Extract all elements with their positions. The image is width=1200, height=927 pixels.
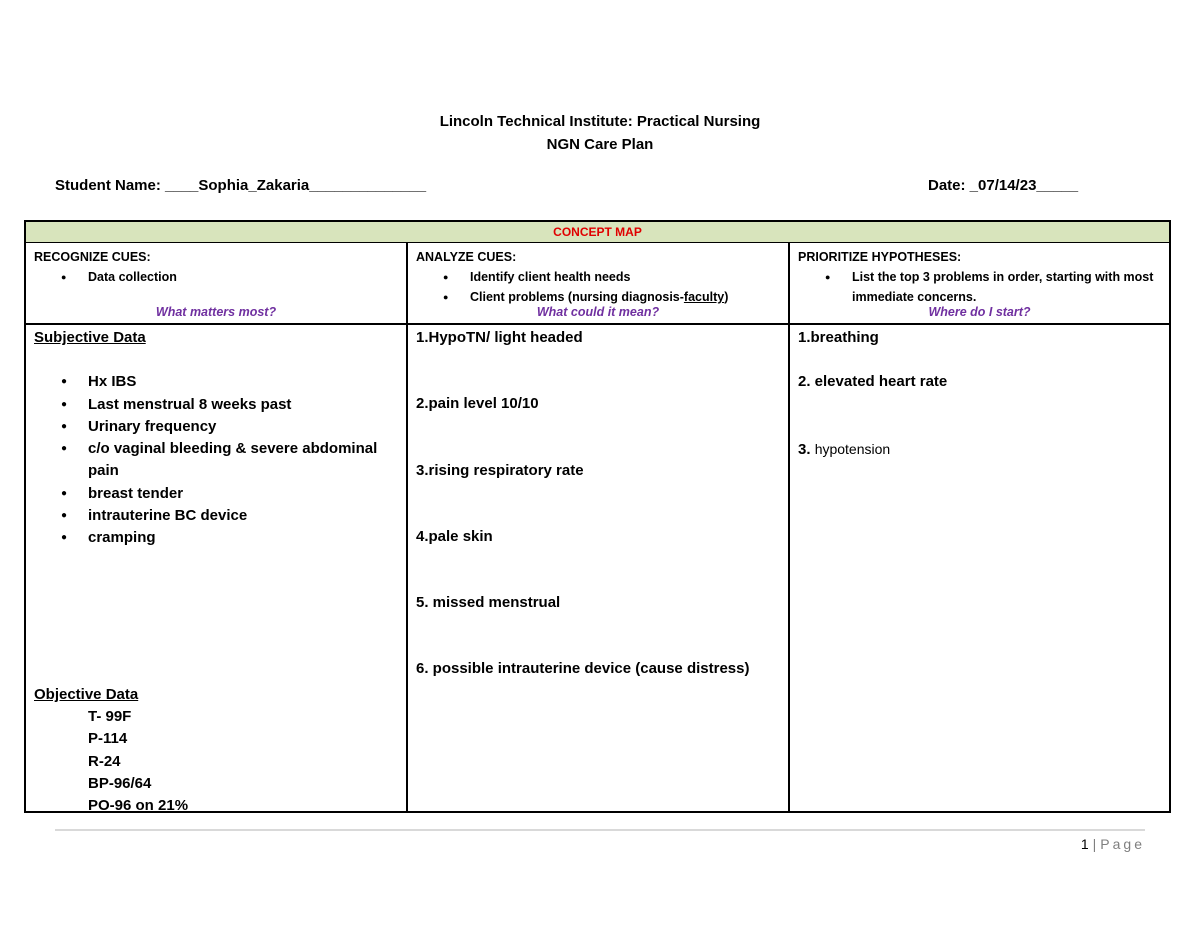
list-item: 2.pain level 10/10 <box>416 395 539 413</box>
concept-map-table <box>24 220 1171 813</box>
page-number <box>1081 836 1145 852</box>
recognize-cues-title: RECOGNIZE CUES: <box>34 250 151 264</box>
prioritize-hypotheses-header <box>790 243 1169 325</box>
analyze-cues-header <box>408 243 788 325</box>
list-item: PO-96 on 21% <box>88 797 189 815</box>
list-item: ● cramping <box>88 527 398 549</box>
concept-map-banner: CONCEPT MAP <box>26 222 1169 243</box>
list-item: 3.rising respiratory rate <box>416 461 584 479</box>
list-item: ● intrauterine BC device <box>88 505 398 527</box>
list-item: ● Hx IBS <box>88 371 398 393</box>
list-item: 1.HypoTN/ light headed <box>416 329 583 346</box>
list-item: ● Last menstrual 8 weeks past <box>88 394 398 416</box>
page-label: Page <box>1100 836 1145 852</box>
list-item: 4.pale skin <box>416 527 493 545</box>
analyze-bullet-text: Client problems (nursing diagnosis- <box>470 290 684 304</box>
page-separator: | <box>1092 836 1097 852</box>
prioritize-question: Where do I start? <box>928 305 1031 319</box>
list-item: T- 99F <box>88 707 132 725</box>
priority-text: hypotension <box>814 440 891 457</box>
list-item: R-24 <box>88 752 121 770</box>
subjective-data-list <box>34 371 398 549</box>
cues-data-cell <box>26 325 406 817</box>
objective-data-list <box>34 706 398 817</box>
institution-title: Lincoln Technical Institute: Practical Nursing <box>439 113 761 130</box>
list-item <box>798 438 1161 461</box>
prioritize-hypotheses-column <box>790 243 1169 811</box>
document-header <box>0 110 1200 156</box>
student-info-row <box>55 177 1100 199</box>
priority-number: 3. <box>798 440 811 458</box>
list-item: ● breast tender <box>88 483 398 505</box>
list-item: ● Urinary frequency <box>88 416 398 438</box>
list-item: 2. elevated heart rate <box>798 373 948 391</box>
prioritize-title: PRIORITIZE HYPOTHESES: <box>798 250 962 264</box>
list-item: BP-96/64 <box>88 774 152 792</box>
analyze-cues-title: ANALYZE CUES: <box>416 250 517 264</box>
prioritize-bullet: ● List the top 3 problems in order, starting with most immediate concerns. <box>798 267 1161 307</box>
footer-divider <box>55 829 1145 831</box>
analyze-bullet: ● Identify client health needs <box>416 267 780 287</box>
recognize-cues-header <box>26 243 406 325</box>
list-item: 6. possible intrauterine device (cause distress) <box>416 660 750 678</box>
objective-data-heading: Objective Data <box>34 685 139 703</box>
recognize-bullet: ● Data collection <box>34 267 398 287</box>
list-item: 5. missed menstrual <box>416 594 561 612</box>
analysis-cell <box>408 325 788 681</box>
date-field: Date: _07/14/23_____ <box>928 177 1079 194</box>
page-number-value: 1 <box>1080 836 1089 852</box>
subjective-data-heading: Subjective Data <box>34 329 146 346</box>
list-item: 1.breathing <box>798 329 879 346</box>
document-subtitle: NGN Care Plan <box>546 136 654 153</box>
recognize-cues-column <box>26 243 408 815</box>
list-item: ● c/o vaginal bleeding & severe abdominal pain <box>88 438 398 483</box>
priority-cell <box>790 325 1169 461</box>
analyze-bullet-suffix: ) <box>724 290 729 304</box>
analyze-cues-column <box>408 243 790 811</box>
list-item: P-114 <box>88 730 128 748</box>
student-name-field: Student Name: ____Sophia_Zakaria______________ <box>55 177 427 194</box>
recognize-question: What matters most? <box>155 305 277 319</box>
analyze-question: What could it mean? <box>536 305 660 319</box>
faculty-link: faculty <box>683 290 725 304</box>
